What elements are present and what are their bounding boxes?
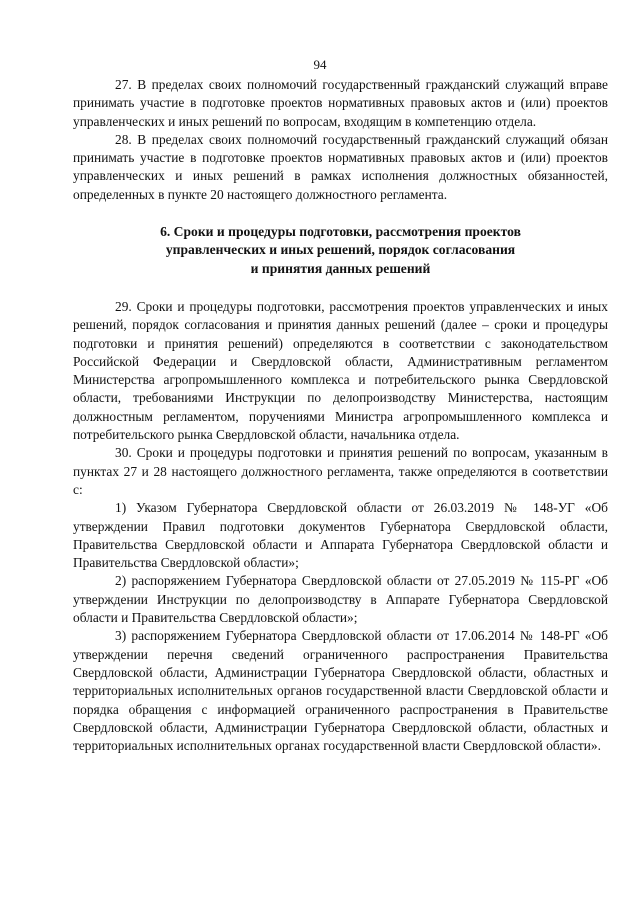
- paragraph-30: 30. Сроки и процедуры подготовки и принятия решений по вопросам, указанным в пунктах 27 и 28 настоящего должностного регламента, также определяются в соответствии с:: [73, 445, 608, 497]
- section-heading-line-2: управленческих и иных решений, порядок согласования: [165, 242, 516, 258]
- paragraph-27: 27. В пределах своих полномочий государственный гражданский служащий вправе принимать участие в подготовке проектов нормативных правовых актов и (или) проектов управленческих и иных решений по вопросам, входящим в компетенцию отдела.: [73, 77, 608, 129]
- paragraph-28: 28. В пределах своих полномочий государственный гражданский служащий обязан принимать участие в подготовке проектов нормативных правовых актов и (или) проектов управленческих и иных решений в рамках исполнения должностных обязанностей, определенных в пункте 20 настоящего должностного регламента.: [73, 131, 608, 202]
- list-item-1: 1) Указом Губернатора Свердловской области от 26.03.2019 № 148-УГ «Об утверждении Правил подготовки документов Губернатора Свердловской области, Правительства Свердловской области и Аппарата Губернатора Свердловской области и Правительства Свердловской области»;: [73, 500, 608, 571]
- section-heading: [73, 223, 608, 278]
- page-number: 94: [313, 57, 327, 72]
- section-heading-line-3: и принятия данных решений: [250, 260, 431, 276]
- list-item-2: 2) распоряжением Губернатора Свердловской области от 27.05.2019 № 115-РГ «Об утверждении Инструкции по делопроизводству в Аппарате Губернатора Свердловской области и Правительства Свердловской области»;: [73, 573, 608, 626]
- paragraph-29: 29. Сроки и процедуры подготовки, рассмотрения проектов управленческих и иных решений, порядок согласования и принятия данных решений (далее – сроки и процедуры подготовки и принятия решений) определяются в соответствии с законодательством Российской Федерации и Свердловской области, Административным регламентом Министерства агропромышленного комплекса и потребительского рынка Свердловской области, требованиями Инструкции по делопроизводству Министерства, настоящим должностным регламентом, поручениями Министра агропромышленного комплекса и потребительского рынка Свердловской области, начальника отдела.: [73, 298, 608, 443]
- section-heading-line-1: 6. Сроки и процедуры подготовки, рассмотрения проектов: [160, 224, 521, 240]
- list-item-3: 3) распоряжением Губернатора Свердловской области от 17.06.2014 № 148-РГ «Об утверждении перечня сведений ограниченного распространения Правительства Свердловской области, Администрации Губернатора Свердловской области, областных и территориальных исполнительных органов государственной власти Свердловской области и порядка обращения с информацией ограниченного распространения в Правительстве Свердловской области, Администрации Губернатора Свердловской области, областных и территориальных исполнительных органах государственной власти Свердловской области».: [73, 628, 608, 754]
- document-body: [73, 76, 608, 755]
